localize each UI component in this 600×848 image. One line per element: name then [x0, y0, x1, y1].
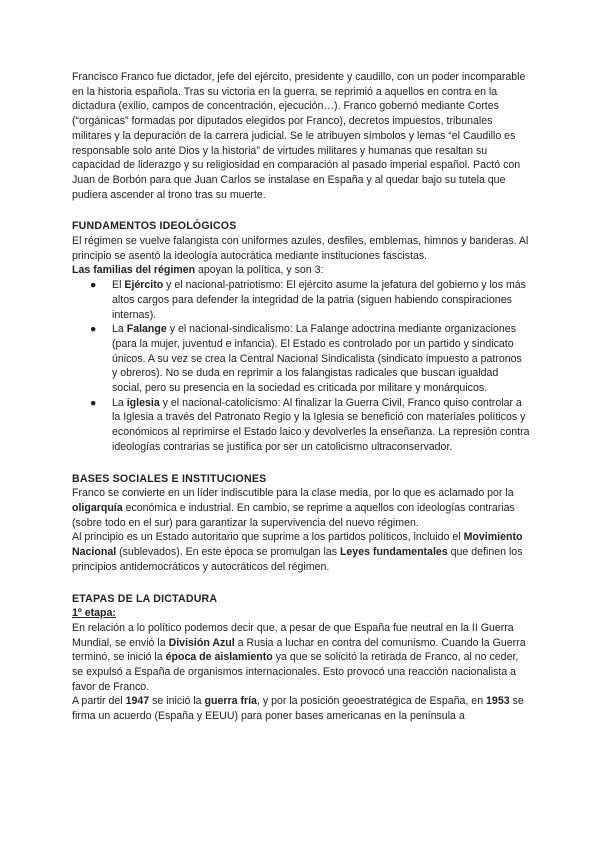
list-item-ejercito: ● El Ejército y el nacional-patriotismo: El ejército asume la jefatura del gobierno y los más altos cargos para defender la integridad de la patria (siguen habiendo conspiraciones internas). [90, 279, 526, 321]
families-list [72, 278, 530, 454]
intro-paragraph: Francisco Franco fue dictador, jefe del ejército, presidente y caudillo, con un poder incomparable en la historia española. Tras su victoria en la guerra, se reprimió a aquellos en contra en la dictadura (exilio, campos de concentración, ejecución…). Franco gobernó mediante Cortes (“orgánicas” formadas por diputados elegidos por Franco), decretos impuestos, tribunales militares y la depuración de la carrera judicial. Se le atribuyen símbolos y lemas “el Caudillo es responsable solo ante Dios y la historia” de virtudes militares y humanas que resaltan su capacidad de liderazgo y su religiosidad en comparación al pasado imperial español. Pactó con Juan de Borbón para que Juan Carlos se instalase en España y al quedar bajo su tutela que pudiera ascender al trono tras su muerte. [72, 71, 526, 201]
bullet-icon: ● [90, 396, 97, 409]
fundamentos-heading: FUNDAMENTOS IDEOLÓGICOS [72, 220, 237, 233]
section-etapas [72, 592, 530, 724]
list-item-iglesia: ● La iglesia y el nacional-catolicismo: Al finalizar la Guerra Civil, Franco quiso controlar a la Iglesia a través del Patronato Regio y la Iglesia se benefició con materiales políticos y económicos al reprimirse el Estado laico y devolverles la enseñanza. La represión contra ideologías contrarias se justifica por ser un catolicismo ultraconservador. [90, 396, 530, 453]
list-item-falange: ● La Falange y el nacional-sindicalismo: La Falange adoctrina mediante organizaciones (para la mujer, juventud e infancia). El Estado es controlado por un partido y sindicato únicos. A su vez se crea la Central Nacional Sindicalista (sindicato impuesto a patronos y obreros). No se duda en reprimir a los falangistas radicales que buscan igualdad social, pero su presencia en la sociedad es criticada por militare y monárquicos. [90, 323, 522, 395]
bases-heading: BASES SOCIALES E INSTITUCIONES [72, 472, 267, 485]
section-fundamentos [72, 219, 530, 454]
fundamentos-families: Las familias del régimen apoyan la política, y son 3: [72, 264, 324, 277]
etapas-paragraph-2: A partir del 1947 se inició la guerra fría, y por la posición geoestratégica de España, en 1953 se firma un acuerdo (España y EEUU) para poner bases americanas en la península a [72, 695, 524, 723]
bases-paragraph-2: Al principio es un Estado autoritario que suprime a los partidos políticos, incluido el Movimiento Nacional (sublevados). En este época se promulgan las Leyes fundamentales que definen los principios antidemocráticos y autocráticos del régimen. [72, 531, 523, 573]
etapas-heading: ETAPAS DE LA DICTADURA [72, 592, 218, 605]
etapas-paragraph-1: En relación a lo político podemos decir que, a pesar de que España fue neutral en la II Guerra Mundial, se envió la División Azul a Rusia a luchar en contra del comunismo. Cuando la Guerra terminó, se inició la época de aislamiento ya que se solicitó la retirada de Franco, al no ceder, se expulsó a España de organismos internacionales. Esto provocó una reacción nacionalista a favor de Franco. [72, 621, 526, 693]
bases-paragraph-1: Franco se convierte en un líder indiscutible para la clase media, por lo que es aclamado por la oligarquía económica e industrial. En cambio, se reprime a aquellos con ideologías contrarias (sobre todo en el sur) para garantizar la supervivencia del nuevo régimen. [72, 487, 515, 529]
stage-1-heading: 1º etapa: [72, 607, 116, 620]
bullet-icon: ● [90, 279, 97, 292]
bullet-icon: ● [90, 323, 97, 336]
fundamentos-intro: El régimen se vuelve falangista con uniformes azules, desfiles, emblemas, himnos y banderas. Al principio se asentó la ideología autocrática mediante instituciones fascistas. [72, 235, 529, 262]
families-term: Las familias del régimen [72, 264, 196, 277]
section-bases [72, 472, 530, 575]
